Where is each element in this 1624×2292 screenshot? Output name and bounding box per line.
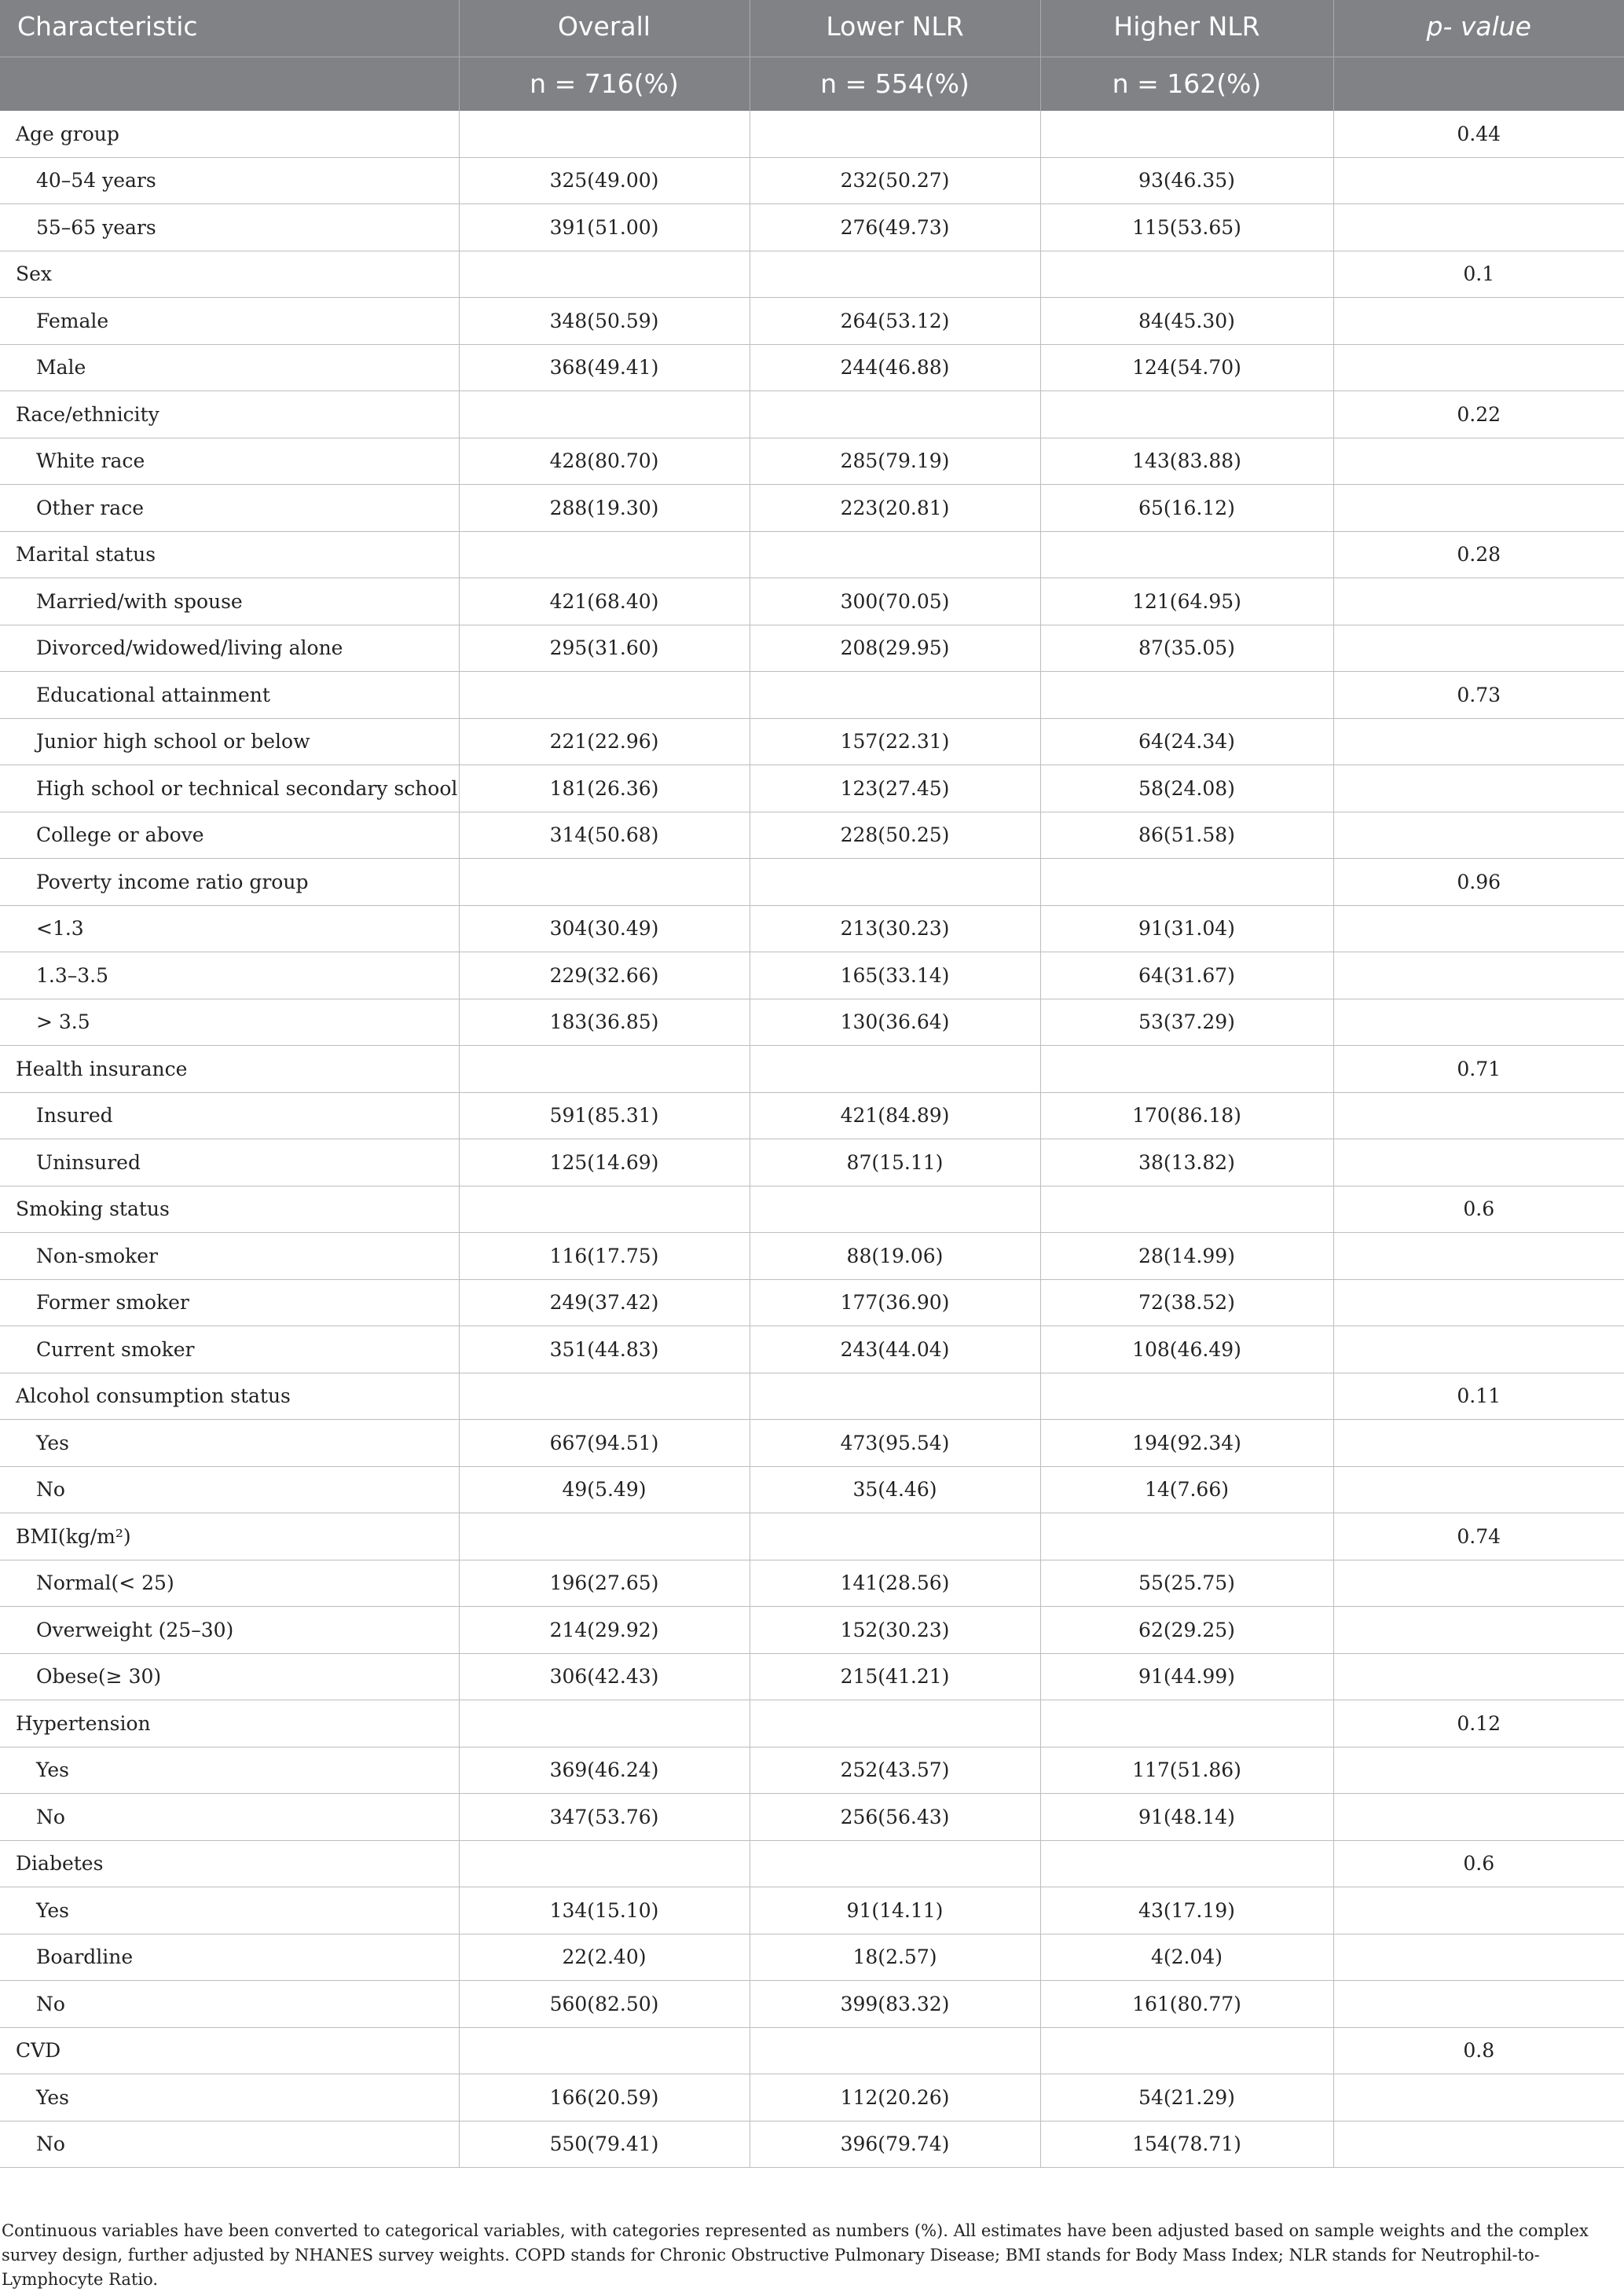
cell-lower-nlr: 285(79.19) — [750, 438, 1040, 485]
cell-overall — [459, 391, 750, 438]
cell-higher-nlr — [1040, 859, 1333, 906]
cell-characteristic: Race/ethnicity — [0, 391, 459, 438]
cell-characteristic: Yes — [0, 1420, 459, 1467]
cell-p-value — [1333, 2074, 1624, 2121]
header-characteristic: Characteristic — [0, 0, 459, 57]
cell-lower-nlr — [750, 1840, 1040, 1887]
cell-lower-nlr: 252(43.57) — [750, 1747, 1040, 1794]
subheader-overall-n: n = 716(%) — [459, 57, 750, 111]
cell-p-value — [1333, 578, 1624, 625]
cell-overall: 304(30.49) — [459, 905, 750, 952]
cell-p-value — [1333, 718, 1624, 765]
cell-characteristic: High school or technical secondary school — [0, 765, 459, 812]
cell-p-value — [1333, 1794, 1624, 1841]
cell-lower-nlr — [750, 531, 1040, 578]
cell-overall: 49(5.49) — [459, 1466, 750, 1513]
header-overall: Overall — [459, 0, 750, 57]
cell-characteristic: Male — [0, 344, 459, 391]
cell-lower-nlr: 421(84.89) — [750, 1092, 1040, 1139]
cell-overall: 214(29.92) — [459, 1607, 750, 1654]
cell-overall: 22(2.40) — [459, 1934, 750, 1981]
cell-overall — [459, 111, 750, 158]
cell-p-value: 0.12 — [1333, 1700, 1624, 1747]
cell-characteristic: CVD — [0, 2027, 459, 2074]
cell-lower-nlr: 215(41.21) — [750, 1653, 1040, 1700]
cell-lower-nlr: 473(95.54) — [750, 1420, 1040, 1467]
cell-p-value: 0.74 — [1333, 1513, 1624, 1560]
cell-characteristic: No — [0, 2121, 459, 2168]
cell-overall: 351(44.83) — [459, 1326, 750, 1373]
cell-overall: 249(37.42) — [459, 1279, 750, 1326]
cell-higher-nlr: 161(80.77) — [1040, 1981, 1333, 2028]
cell-p-value: 0.44 — [1333, 111, 1624, 158]
cell-overall: 221(22.96) — [459, 718, 750, 765]
table-row — [0, 2121, 1624, 2168]
cell-overall: 229(32.66) — [459, 952, 750, 999]
cell-lower-nlr — [750, 391, 1040, 438]
table-row — [0, 1279, 1624, 1326]
cell-p-value — [1333, 1934, 1624, 1981]
table-row — [0, 1887, 1624, 1934]
table-row — [0, 1233, 1624, 1280]
cell-higher-nlr: 124(54.70) — [1040, 344, 1333, 391]
cell-overall: 166(20.59) — [459, 2074, 750, 2121]
cell-higher-nlr — [1040, 111, 1333, 158]
cell-lower-nlr: 300(70.05) — [750, 578, 1040, 625]
table-body — [0, 111, 1624, 2168]
cell-characteristic: Married/with spouse — [0, 578, 459, 625]
cell-overall: 181(26.36) — [459, 765, 750, 812]
cell-lower-nlr — [750, 859, 1040, 906]
cell-characteristic: > 3.5 — [0, 999, 459, 1046]
cell-higher-nlr: 64(31.67) — [1040, 952, 1333, 999]
table-row — [0, 391, 1624, 438]
cell-p-value — [1333, 1560, 1624, 1607]
table-row — [0, 1373, 1624, 1420]
cell-characteristic: Former smoker — [0, 1279, 459, 1326]
table-row — [0, 2074, 1624, 2121]
cell-lower-nlr: 232(50.27) — [750, 157, 1040, 204]
cell-lower-nlr: 177(36.90) — [750, 1279, 1040, 1326]
cell-lower-nlr — [750, 2027, 1040, 2074]
cell-p-value: 0.6 — [1333, 1840, 1624, 1887]
cell-higher-nlr — [1040, 672, 1333, 719]
cell-overall — [459, 1700, 750, 1747]
cell-lower-nlr: 152(30.23) — [750, 1607, 1040, 1654]
cell-higher-nlr: 143(83.88) — [1040, 438, 1333, 485]
cell-characteristic: Alcohol consumption status — [0, 1373, 459, 1420]
cell-higher-nlr: 72(38.52) — [1040, 1279, 1333, 1326]
cell-higher-nlr: 58(24.08) — [1040, 765, 1333, 812]
cell-higher-nlr: 4(2.04) — [1040, 1934, 1333, 1981]
cell-lower-nlr: 243(44.04) — [750, 1326, 1040, 1373]
cell-characteristic: 55–65 years — [0, 204, 459, 251]
cell-overall — [459, 1046, 750, 1093]
cell-higher-nlr: 54(21.29) — [1040, 2074, 1333, 2121]
table-row — [0, 765, 1624, 812]
subheader-higher-n: n = 162(%) — [1040, 57, 1333, 111]
cell-overall — [459, 859, 750, 906]
header-lower-nlr: Lower NLR — [750, 0, 1040, 57]
cell-lower-nlr: 223(20.81) — [750, 485, 1040, 532]
cell-p-value — [1333, 1092, 1624, 1139]
cell-characteristic: BMI(kg/m²) — [0, 1513, 459, 1560]
cell-higher-nlr: 121(64.95) — [1040, 578, 1333, 625]
cell-lower-nlr — [750, 1373, 1040, 1420]
table-row — [0, 157, 1624, 204]
cell-characteristic: Junior high school or below — [0, 718, 459, 765]
cell-p-value — [1333, 344, 1624, 391]
cell-higher-nlr: 62(29.25) — [1040, 1607, 1333, 1654]
table-row — [0, 999, 1624, 1046]
cell-higher-nlr: 14(7.66) — [1040, 1466, 1333, 1513]
cell-characteristic: No — [0, 1466, 459, 1513]
cell-lower-nlr: 208(29.95) — [750, 625, 1040, 672]
cell-higher-nlr: 87(35.05) — [1040, 625, 1333, 672]
cell-higher-nlr: 43(17.19) — [1040, 1887, 1333, 1934]
cell-lower-nlr: 228(50.25) — [750, 812, 1040, 859]
cell-p-value — [1333, 952, 1624, 999]
cell-lower-nlr: 87(15.11) — [750, 1139, 1040, 1186]
cell-characteristic: White race — [0, 438, 459, 485]
cell-characteristic: Female — [0, 298, 459, 345]
table-header — [0, 0, 1624, 111]
cell-lower-nlr: 213(30.23) — [750, 905, 1040, 952]
cell-higher-nlr — [1040, 1513, 1333, 1560]
table-row — [0, 1840, 1624, 1887]
cell-p-value — [1333, 1466, 1624, 1513]
subheader-row — [0, 57, 1624, 111]
cell-characteristic: 40–54 years — [0, 157, 459, 204]
cell-higher-nlr: 86(51.58) — [1040, 812, 1333, 859]
cell-overall: 125(14.69) — [459, 1139, 750, 1186]
table-row — [0, 344, 1624, 391]
cell-lower-nlr — [750, 1700, 1040, 1747]
cell-overall — [459, 1373, 750, 1420]
cell-overall — [459, 251, 750, 298]
cell-lower-nlr: 157(22.31) — [750, 718, 1040, 765]
cell-p-value: 0.28 — [1333, 531, 1624, 578]
cell-higher-nlr: 28(14.99) — [1040, 1233, 1333, 1280]
cell-overall: 369(46.24) — [459, 1747, 750, 1794]
cell-p-value — [1333, 625, 1624, 672]
cell-higher-nlr: 154(78.71) — [1040, 2121, 1333, 2168]
cell-overall — [459, 1840, 750, 1887]
cell-characteristic: Uninsured — [0, 1139, 459, 1186]
table-row — [0, 2027, 1624, 2074]
cell-higher-nlr: 115(53.65) — [1040, 204, 1333, 251]
cell-higher-nlr: 93(46.35) — [1040, 157, 1333, 204]
cell-p-value — [1333, 905, 1624, 952]
cell-p-value — [1333, 999, 1624, 1046]
table-row — [0, 1747, 1624, 1794]
cell-characteristic: Yes — [0, 1747, 459, 1794]
cell-lower-nlr: 88(19.06) — [750, 1233, 1040, 1280]
cell-higher-nlr — [1040, 1840, 1333, 1887]
cell-overall: 306(42.43) — [459, 1653, 750, 1700]
cell-characteristic: Smoking status — [0, 1186, 459, 1233]
cell-p-value: 0.6 — [1333, 1186, 1624, 1233]
cell-lower-nlr: 18(2.57) — [750, 1934, 1040, 1981]
cell-lower-nlr — [750, 1046, 1040, 1093]
cell-higher-nlr — [1040, 1373, 1333, 1420]
cell-higher-nlr — [1040, 531, 1333, 578]
cell-lower-nlr: 35(4.46) — [750, 1466, 1040, 1513]
cell-higher-nlr: 84(45.30) — [1040, 298, 1333, 345]
table-row — [0, 111, 1624, 158]
table-row — [0, 531, 1624, 578]
cell-overall: 325(49.00) — [459, 157, 750, 204]
cell-characteristic: Sex — [0, 251, 459, 298]
cell-characteristic: Other race — [0, 485, 459, 532]
cell-higher-nlr: 64(24.34) — [1040, 718, 1333, 765]
cell-overall: 428(80.70) — [459, 438, 750, 485]
table-row — [0, 485, 1624, 532]
cell-lower-nlr: 112(20.26) — [750, 2074, 1040, 2121]
cell-overall: 116(17.75) — [459, 1233, 750, 1280]
cell-p-value — [1333, 298, 1624, 345]
table-row — [0, 1513, 1624, 1560]
cell-p-value — [1333, 1139, 1624, 1186]
cell-higher-nlr — [1040, 1700, 1333, 1747]
cell-overall: 183(36.85) — [459, 999, 750, 1046]
subheader-lower-n: n = 554(%) — [750, 57, 1040, 111]
cell-higher-nlr: 194(92.34) — [1040, 1420, 1333, 1467]
cell-characteristic: Marital status — [0, 531, 459, 578]
cell-higher-nlr: 91(44.99) — [1040, 1653, 1333, 1700]
cell-lower-nlr: 165(33.14) — [750, 952, 1040, 999]
cell-overall: 368(49.41) — [459, 344, 750, 391]
cell-overall: 134(15.10) — [459, 1887, 750, 1934]
cell-characteristic: Non-smoker — [0, 1233, 459, 1280]
cell-lower-nlr — [750, 111, 1040, 158]
cell-characteristic: Boardline — [0, 1934, 459, 1981]
cell-higher-nlr: 53(37.29) — [1040, 999, 1333, 1046]
table-row — [0, 1700, 1624, 1747]
cell-overall — [459, 2027, 750, 2074]
cell-p-value — [1333, 1653, 1624, 1700]
cell-overall: 391(51.00) — [459, 204, 750, 251]
cell-p-value: 0.11 — [1333, 1373, 1624, 1420]
cell-overall — [459, 531, 750, 578]
cell-lower-nlr: 399(83.32) — [750, 1981, 1040, 2028]
cell-lower-nlr: 276(49.73) — [750, 204, 1040, 251]
subheader-characteristic — [0, 57, 459, 111]
cell-characteristic: Overweight (25–30) — [0, 1607, 459, 1654]
cell-higher-nlr — [1040, 251, 1333, 298]
cell-overall — [459, 1186, 750, 1233]
table-footnote: Continuous variables have been converted to categorical variables, with categories represented as numbers (%). All estimates have been adjusted based on sample weights and the complex survey design, further adjusted by NHANES survey weights. COPD stands for Chronic Obstructive Pulmonary Disease; BMI stands for Body Mass Index; NLR stands for Neutrophil-to-Lymphocyte Ratio. — [2, 2221, 1589, 2289]
cell-characteristic: 1.3–3.5 — [0, 952, 459, 999]
table-row — [0, 1981, 1624, 2028]
cell-higher-nlr — [1040, 1046, 1333, 1093]
cell-higher-nlr: 55(25.75) — [1040, 1560, 1333, 1607]
cell-higher-nlr: 117(51.86) — [1040, 1747, 1333, 1794]
cell-characteristic: Divorced/widowed/living alone — [0, 625, 459, 672]
cell-characteristic: <1.3 — [0, 905, 459, 952]
header-p-value-text: p- value — [1426, 11, 1531, 42]
cell-p-value — [1333, 157, 1624, 204]
cell-overall: 314(50.68) — [459, 812, 750, 859]
header-row — [0, 0, 1624, 57]
cell-lower-nlr — [750, 672, 1040, 719]
cell-lower-nlr — [750, 251, 1040, 298]
table-row — [0, 298, 1624, 345]
cell-higher-nlr: 38(13.82) — [1040, 1139, 1333, 1186]
cell-p-value — [1333, 1233, 1624, 1280]
cell-p-value — [1333, 1887, 1624, 1934]
cell-p-value — [1333, 1981, 1624, 2028]
cell-p-value: 0.71 — [1333, 1046, 1624, 1093]
cell-higher-nlr: 91(31.04) — [1040, 905, 1333, 952]
cell-overall: 348(50.59) — [459, 298, 750, 345]
table-row — [0, 204, 1624, 251]
cell-overall: 347(53.76) — [459, 1794, 750, 1841]
table-row — [0, 1653, 1624, 1700]
cell-p-value — [1333, 2121, 1624, 2168]
cell-characteristic: Age group — [0, 111, 459, 158]
cell-higher-nlr — [1040, 1186, 1333, 1233]
cell-characteristic: Yes — [0, 1887, 459, 1934]
cell-characteristic: Hypertension — [0, 1700, 459, 1747]
table-row — [0, 672, 1624, 719]
cell-overall: 288(19.30) — [459, 485, 750, 532]
table-row — [0, 859, 1624, 906]
cell-p-value — [1333, 765, 1624, 812]
cell-characteristic: Educational attainment — [0, 672, 459, 719]
cell-p-value — [1333, 1279, 1624, 1326]
cell-lower-nlr: 396(79.74) — [750, 2121, 1040, 2168]
cell-characteristic: Health insurance — [0, 1046, 459, 1093]
table-row — [0, 812, 1624, 859]
cell-characteristic: College or above — [0, 812, 459, 859]
table-row — [0, 1326, 1624, 1373]
cell-overall — [459, 672, 750, 719]
cell-p-value — [1333, 812, 1624, 859]
table-row — [0, 1560, 1624, 1607]
cell-characteristic: No — [0, 1981, 459, 2028]
cell-lower-nlr — [750, 1513, 1040, 1560]
cell-higher-nlr — [1040, 391, 1333, 438]
header-p-value — [1333, 0, 1624, 57]
cell-overall — [459, 1513, 750, 1560]
cell-characteristic: Insured — [0, 1092, 459, 1139]
cell-characteristic: Normal(< 25) — [0, 1560, 459, 1607]
cell-overall: 667(94.51) — [459, 1420, 750, 1467]
subheader-p-value — [1333, 57, 1624, 111]
cell-p-value — [1333, 204, 1624, 251]
cell-overall: 196(27.65) — [459, 1560, 750, 1607]
cell-characteristic: Yes — [0, 2074, 459, 2121]
cell-p-value: 0.1 — [1333, 251, 1624, 298]
cell-p-value — [1333, 1747, 1624, 1794]
table-row — [0, 1139, 1624, 1186]
table-row — [0, 1794, 1624, 1841]
cell-lower-nlr: 141(28.56) — [750, 1560, 1040, 1607]
cell-higher-nlr: 91(48.14) — [1040, 1794, 1333, 1841]
cell-p-value — [1333, 1420, 1624, 1467]
cell-lower-nlr: 123(27.45) — [750, 765, 1040, 812]
cell-overall: 421(68.40) — [459, 578, 750, 625]
table-row — [0, 952, 1624, 999]
table-row — [0, 718, 1624, 765]
cell-lower-nlr: 130(36.64) — [750, 999, 1040, 1046]
cell-p-value — [1333, 1607, 1624, 1654]
table-row — [0, 1186, 1624, 1233]
table-row — [0, 438, 1624, 485]
cell-overall: 295(31.60) — [459, 625, 750, 672]
cell-p-value — [1333, 438, 1624, 485]
cell-lower-nlr: 264(53.12) — [750, 298, 1040, 345]
cell-higher-nlr — [1040, 2027, 1333, 2074]
cell-p-value: 0.73 — [1333, 672, 1624, 719]
cell-lower-nlr: 244(46.88) — [750, 344, 1040, 391]
cell-p-value — [1333, 1326, 1624, 1373]
cell-overall: 591(85.31) — [459, 1092, 750, 1139]
cell-p-value: 0.22 — [1333, 391, 1624, 438]
header-higher-nlr: Higher NLR — [1040, 0, 1333, 57]
cell-p-value: 0.96 — [1333, 859, 1624, 906]
cell-lower-nlr — [750, 1186, 1040, 1233]
table-row — [0, 905, 1624, 952]
cell-lower-nlr: 91(14.11) — [750, 1887, 1040, 1934]
cell-overall: 560(82.50) — [459, 1981, 750, 2028]
table-row — [0, 251, 1624, 298]
table-row — [0, 578, 1624, 625]
cell-p-value — [1333, 485, 1624, 532]
cell-characteristic: Diabetes — [0, 1840, 459, 1887]
cell-higher-nlr: 108(46.49) — [1040, 1326, 1333, 1373]
table-row — [0, 1046, 1624, 1093]
cell-higher-nlr: 65(16.12) — [1040, 485, 1333, 532]
table-row — [0, 1466, 1624, 1513]
table-row — [0, 1934, 1624, 1981]
cell-characteristic: Current smoker — [0, 1326, 459, 1373]
cell-characteristic: Obese(≥ 30) — [0, 1653, 459, 1700]
cell-characteristic: No — [0, 1794, 459, 1841]
table-row — [0, 625, 1624, 672]
table-row — [0, 1092, 1624, 1139]
cell-characteristic: Poverty income ratio group — [0, 859, 459, 906]
table-row — [0, 1420, 1624, 1467]
cell-lower-nlr: 256(56.43) — [750, 1794, 1040, 1841]
cell-p-value: 0.8 — [1333, 2027, 1624, 2074]
cell-overall: 550(79.41) — [459, 2121, 750, 2168]
cell-higher-nlr: 170(86.18) — [1040, 1092, 1333, 1139]
table-row — [0, 1607, 1624, 1654]
